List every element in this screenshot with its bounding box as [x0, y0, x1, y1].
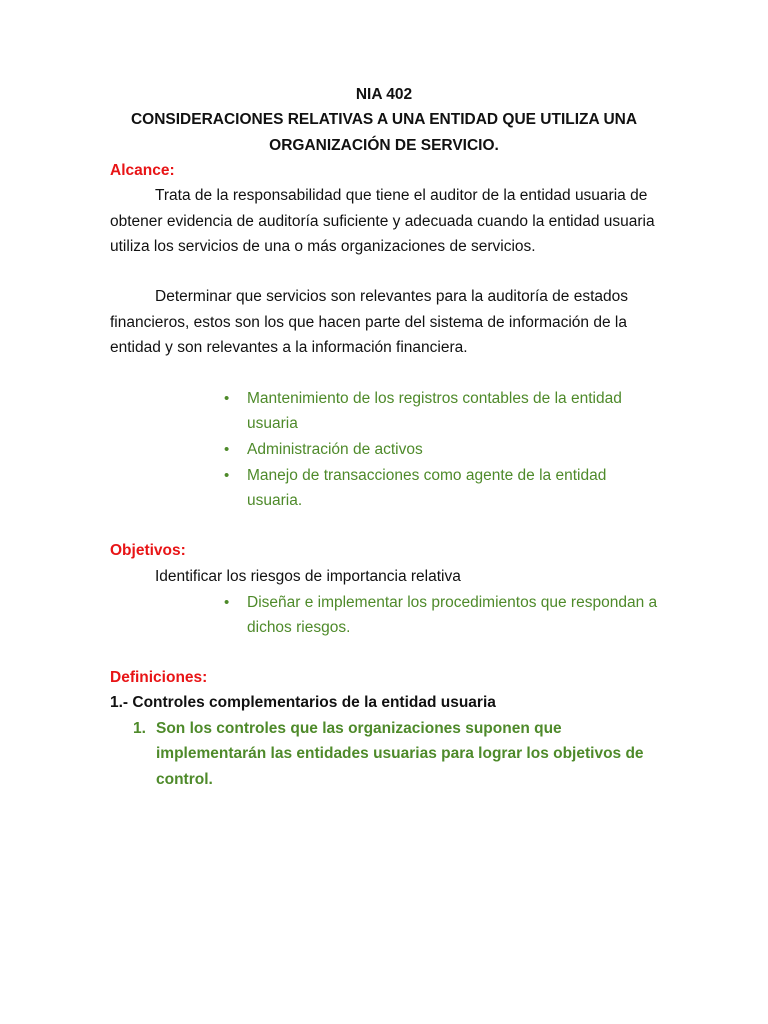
- bullet-icon: •: [224, 390, 230, 407]
- list-item-mantenimiento-line2: usuaria: [247, 415, 298, 432]
- definiciones-item-line1: Son los controles que las organizaciones suponen que: [156, 720, 562, 737]
- document-title: NIA 402: [355, 86, 413, 103]
- bullet-icon: •: [224, 594, 230, 611]
- objetivos-heading: Objetivos:: [110, 542, 186, 559]
- definiciones-item-line3: control.: [156, 771, 213, 788]
- document-subtitle-line1: CONSIDERACIONES RELATIVAS A UNA ENTIDAD QUE UTILIZA UNA: [130, 111, 638, 128]
- alcance-paragraph1-line3: utiliza los servicios de una o más organizaciones de servicios.: [110, 238, 536, 255]
- list-item-manejo-line1: Manejo de transacciones como agente de la entidad: [247, 467, 607, 484]
- alcance-paragraph2-line2: financieros, estos son los que hacen parte del sistema de información de la: [110, 314, 627, 331]
- objetivos-bullet-line2: dichos riesgos.: [247, 619, 351, 636]
- document-subtitle-line2: ORGANIZACIÓN DE SERVICIO.: [269, 137, 499, 154]
- definiciones-item-heading: 1.- Controles complementarios de la entidad usuaria: [110, 694, 496, 711]
- bullet-icon: •: [224, 441, 230, 458]
- alcance-paragraph1-line2: obtener evidencia de auditoría suficiente y adecuada cuando la entidad usuaria: [110, 213, 655, 230]
- objetivos-bullet-line1: Diseñar e implementar los procedimientos que respondan a: [247, 594, 658, 611]
- list-item-manejo-line2: usuaria.: [247, 492, 303, 509]
- alcance-paragraph1-line1: Trata de la responsabilidad que tiene el auditor de la entidad usuaria de: [155, 187, 648, 204]
- alcance-paragraph2-line3: entidad y son relevantes a la información financiera.: [110, 339, 468, 356]
- list-item-mantenimiento-line1: Mantenimiento de los registros contables de la entidad: [247, 390, 622, 407]
- list-item-administracion: Administración de activos: [247, 441, 423, 458]
- definiciones-item-number: 1.: [133, 720, 146, 737]
- alcance-paragraph2-line1: Determinar que servicios son relevantes para la auditoría de estados: [155, 288, 629, 305]
- definiciones-item-line2: implementarán las entidades usuarias para lograr los objetivos de: [156, 745, 644, 762]
- objetivos-line: Identificar los riesgos de importancia relativa: [155, 568, 461, 585]
- definiciones-heading: Definiciones:: [110, 669, 208, 686]
- bullet-icon: •: [224, 467, 230, 484]
- alcance-heading: Alcance:: [110, 162, 175, 179]
